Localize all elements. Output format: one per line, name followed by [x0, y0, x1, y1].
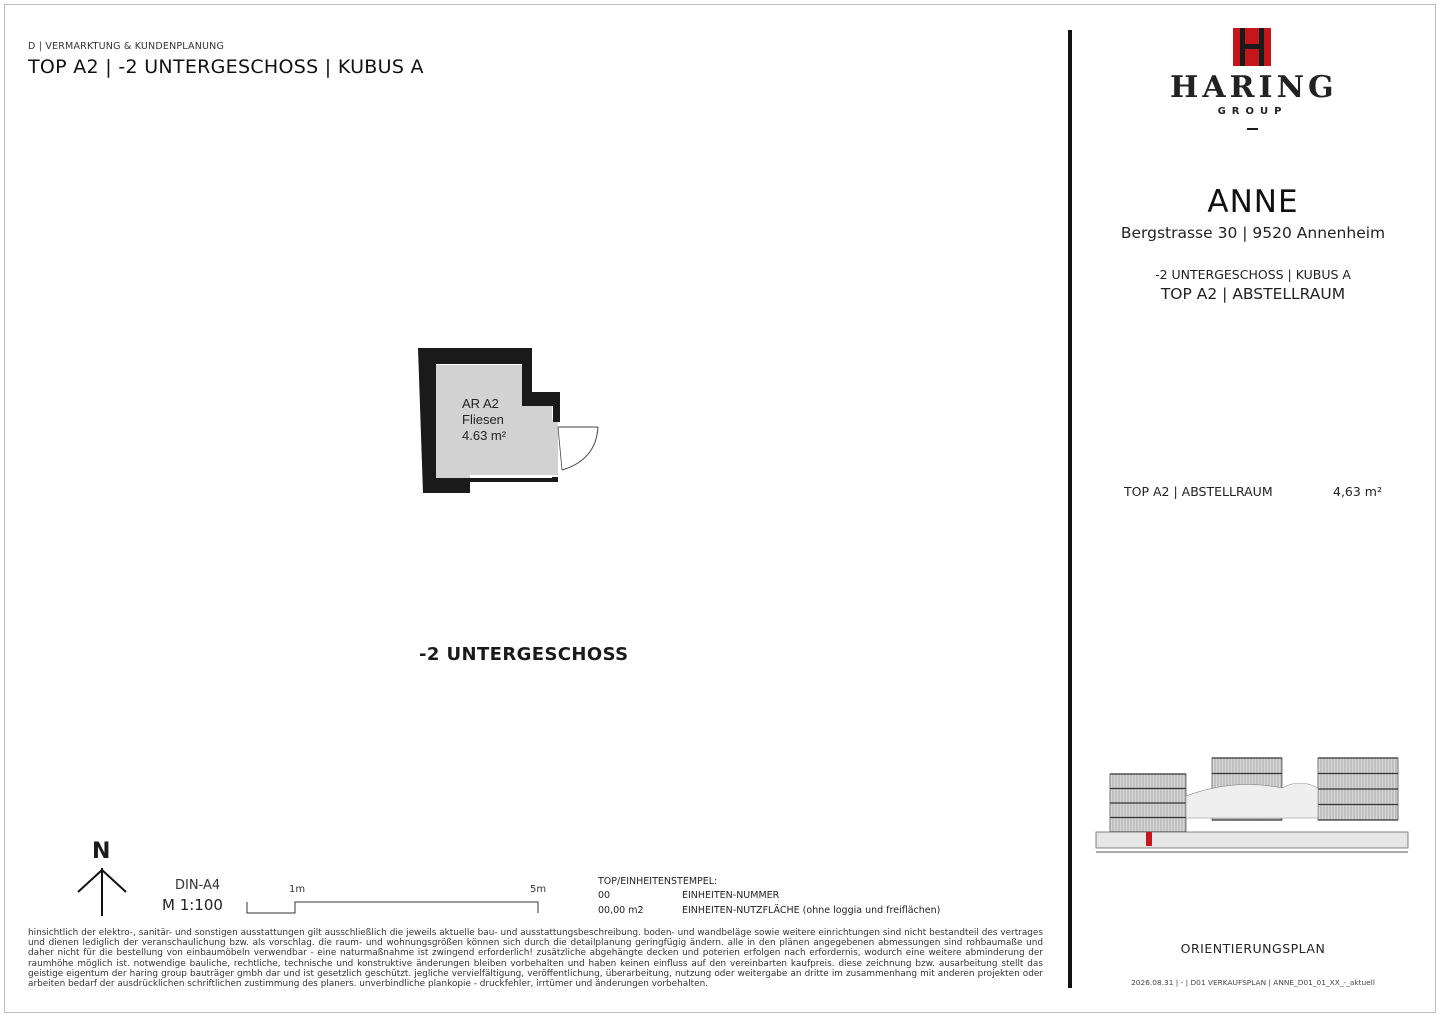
scalebar-tick-5m: 5m [530, 884, 547, 895]
door-jamb [558, 427, 562, 470]
brand-sub: GROUP [1217, 106, 1288, 117]
stamp-value: EINHEITEN-NUMMER [682, 890, 780, 901]
sheet-frame [4, 4, 1436, 1013]
north-letter: N [92, 839, 111, 864]
north-arrow-icon [74, 840, 130, 920]
room-area: 4.63 m² [462, 428, 507, 443]
stamp-value: EINHEITEN-NUTZFLÄCHE (ohne loggia und freiflächen) [682, 905, 941, 916]
scalebar [244, 880, 547, 920]
room-code: AR A2 [462, 396, 499, 411]
area-name: TOP A2 | ABSTELLRAUM [1124, 484, 1273, 499]
disclaimer-text: hinsichtlich der elektro-, sanitär- und sonstigen ausstattungen gilt ausschließlich die jeweils aktuelle bau- und ausstattungsbeschreibung. boden- und wandbeläge sowie weitere einrichtungen sind nicht bestandteil des vertrages und dienen lediglich der veranschaulichung bzw. als vorschlag. die raum- und wohnungsgrößen können sich durch die detailplanung geringfügig ändern. alle in den plänen angegebenen abmessungen sind rohbaumaße und daher nicht für die bestellung von einbaumöbeln verwendbar - eine naturmaßnahme ist zwingend erforderlich! zusätzliche abgehängte decken und poterien erfolgen nach erfordernis, wodurch eine weitere abminderung der raumhöhe möglich ist. notwendige bauliche, rechtliche, technische und konstruktive änderungen bleiben vorbehalten und haben keinen einfluss auf den vereinbarten kaufpreis. diese zeichnung bzw. ausarbeitung stellt das geistige eigentum der haring group bauträger gmbh dar und ist gesetzlich geschützt. jegliche vervielfältigung, veröffentlichung, überarbeitung, nutzung oder weitergabe an dritte im zusammenhang mit anderen projekten oder arbeiten bedarf der ausdrücklichen schriftlichen zustimmung des planers. unverbindliche plankopie - druckfehler, irrtümer und änderungen vorbehalten. [28, 928, 1043, 990]
podium [1096, 832, 1408, 848]
floor-plan [410, 340, 610, 500]
stamp-title: TOP/EINHEITENSTEMPEL: [598, 876, 718, 887]
department-label: D | VERMARKTUNG & KUNDENPLANUNG [28, 41, 225, 52]
scalebar-tick-1m: 1m [289, 884, 306, 895]
area-value: 4,63 m² [1333, 484, 1382, 499]
unit-highlight [1146, 832, 1152, 846]
orientation-label: ORIENTIERUNGSPLAN [1180, 941, 1326, 956]
vertical-divider [1068, 30, 1072, 988]
stamp-key: 00 [598, 890, 611, 901]
paper-size: DIN-A4 [175, 878, 221, 893]
page-title: TOP A2 | -2 UNTERGESCHOSS | KUBUS A [28, 56, 424, 78]
plan-code: 2026.08.31 | - | D01 VERKAUFSPLAN | ANNE_D01_01_XX_-_aktuell [1131, 978, 1375, 987]
stamp-key: 00,00 m2 [598, 905, 644, 916]
project-floor: -2 UNTERGESCHOSS | KUBUS A [1155, 267, 1351, 282]
orientation-plan-image [1094, 748, 1412, 856]
room-material: Fliesen [462, 412, 504, 427]
project-address: Bergstrasse 30 | 9520 Annenheim [1120, 224, 1386, 242]
door-swing [562, 427, 598, 470]
brand-name: HARING [1170, 70, 1338, 105]
roof-landscape [1186, 783, 1318, 818]
floor-label: -2 UNTERGESCHOSS [419, 644, 629, 665]
project-name: ANNE [1207, 184, 1299, 220]
project-unit: TOP A2 | ABSTELLRAUM [1160, 285, 1346, 303]
scale-ratio: M 1:100 [162, 896, 223, 914]
